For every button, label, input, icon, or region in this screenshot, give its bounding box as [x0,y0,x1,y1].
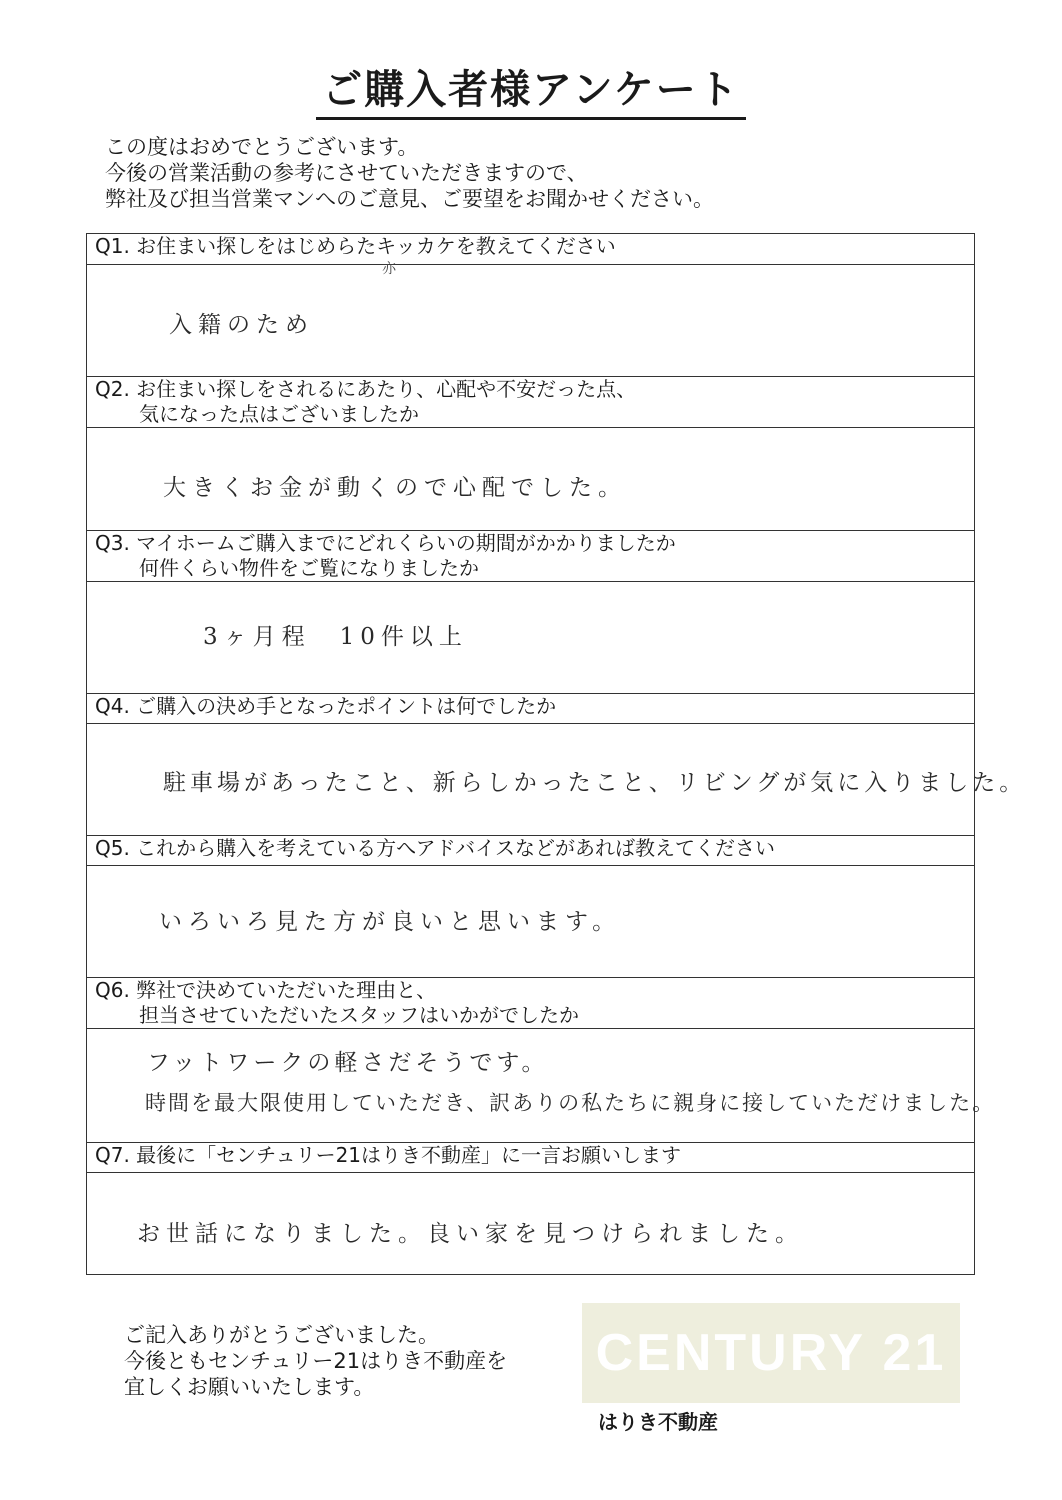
footer-text [124,1322,507,1400]
intro-line: この度はおめでとうございます。 [105,135,419,159]
footer-line: ご記入ありがとうございました。 [124,1323,439,1347]
footer-line: 宜しくお願いいたします。 [124,1375,375,1399]
survey-form [86,233,1027,1275]
question-6 [87,977,996,1142]
company-name: はりき不動産 [598,1410,718,1434]
question-header: Q5. これから購入を考えている方へアドバイスなどがあれば教えてください [87,835,974,866]
question-header: Q7. 最後に「センチュリー21はりき不動産」に一言お願いします [87,1142,974,1173]
page-title: ご購入者様アンケート [0,58,1062,115]
question-header: Q4. ご購入の決め手となったポイントは何でしたか [87,693,974,724]
question-header: Q3. マイホームご購入までにどれくらいの期間がかかりましたか 何件くらい物件をご覧になりましたか [87,530,974,582]
answer-text: フットワークの軽さだそうです。 [147,1050,549,1076]
intro-text [105,134,714,212]
answer-text: 時間を最大限使用していただき、訳ありの私たちに親身に接していただけました。 [145,1091,996,1115]
question-7 [87,1142,974,1276]
question-5 [87,835,974,977]
question-3 [87,530,974,693]
question-1 [87,234,974,376]
century21-logo [582,1303,960,1403]
intro-line: 今後の営業活動の参考にさせていただきますので、 [105,161,588,185]
question-header: Q2. お住まい探しをされるにあたり、心配や不安だった点、 気になった点はございましたか [87,376,974,428]
answer-text: いろいろ見た方が良いと思います。 [159,909,622,935]
question-header: Q6. 弊社で決めていただいた理由と、 担当させていただいたスタッフはいかがでしたか [87,977,974,1029]
footer-line: 今後ともセンチュリー21はりき不動産を [124,1349,508,1373]
answer-text: 3ヶ月程 10件以上 [203,624,468,650]
answer-text: 駐車場があったこと、新らしかったこと、リビングが気に入りました。 [163,770,1027,796]
question-header: Q1. お住まい探しをはじめらたキッカケを教えてください [87,234,974,265]
logo-text: CENTURY 21 [595,1324,947,1382]
question-2 [87,376,974,530]
handwritten-mark: 亦 [382,261,396,277]
answer-text: 大きくお金が動くので心配でした。 [163,475,627,501]
question-4 [87,693,1027,835]
answer-text: お世話になりました。良い家を見つけられました。 [137,1221,804,1247]
intro-line: 弊社及び担当営業マンへのご意見、ご要望をお聞かせください。 [105,187,714,211]
answer-text: 入籍のため [169,312,314,338]
